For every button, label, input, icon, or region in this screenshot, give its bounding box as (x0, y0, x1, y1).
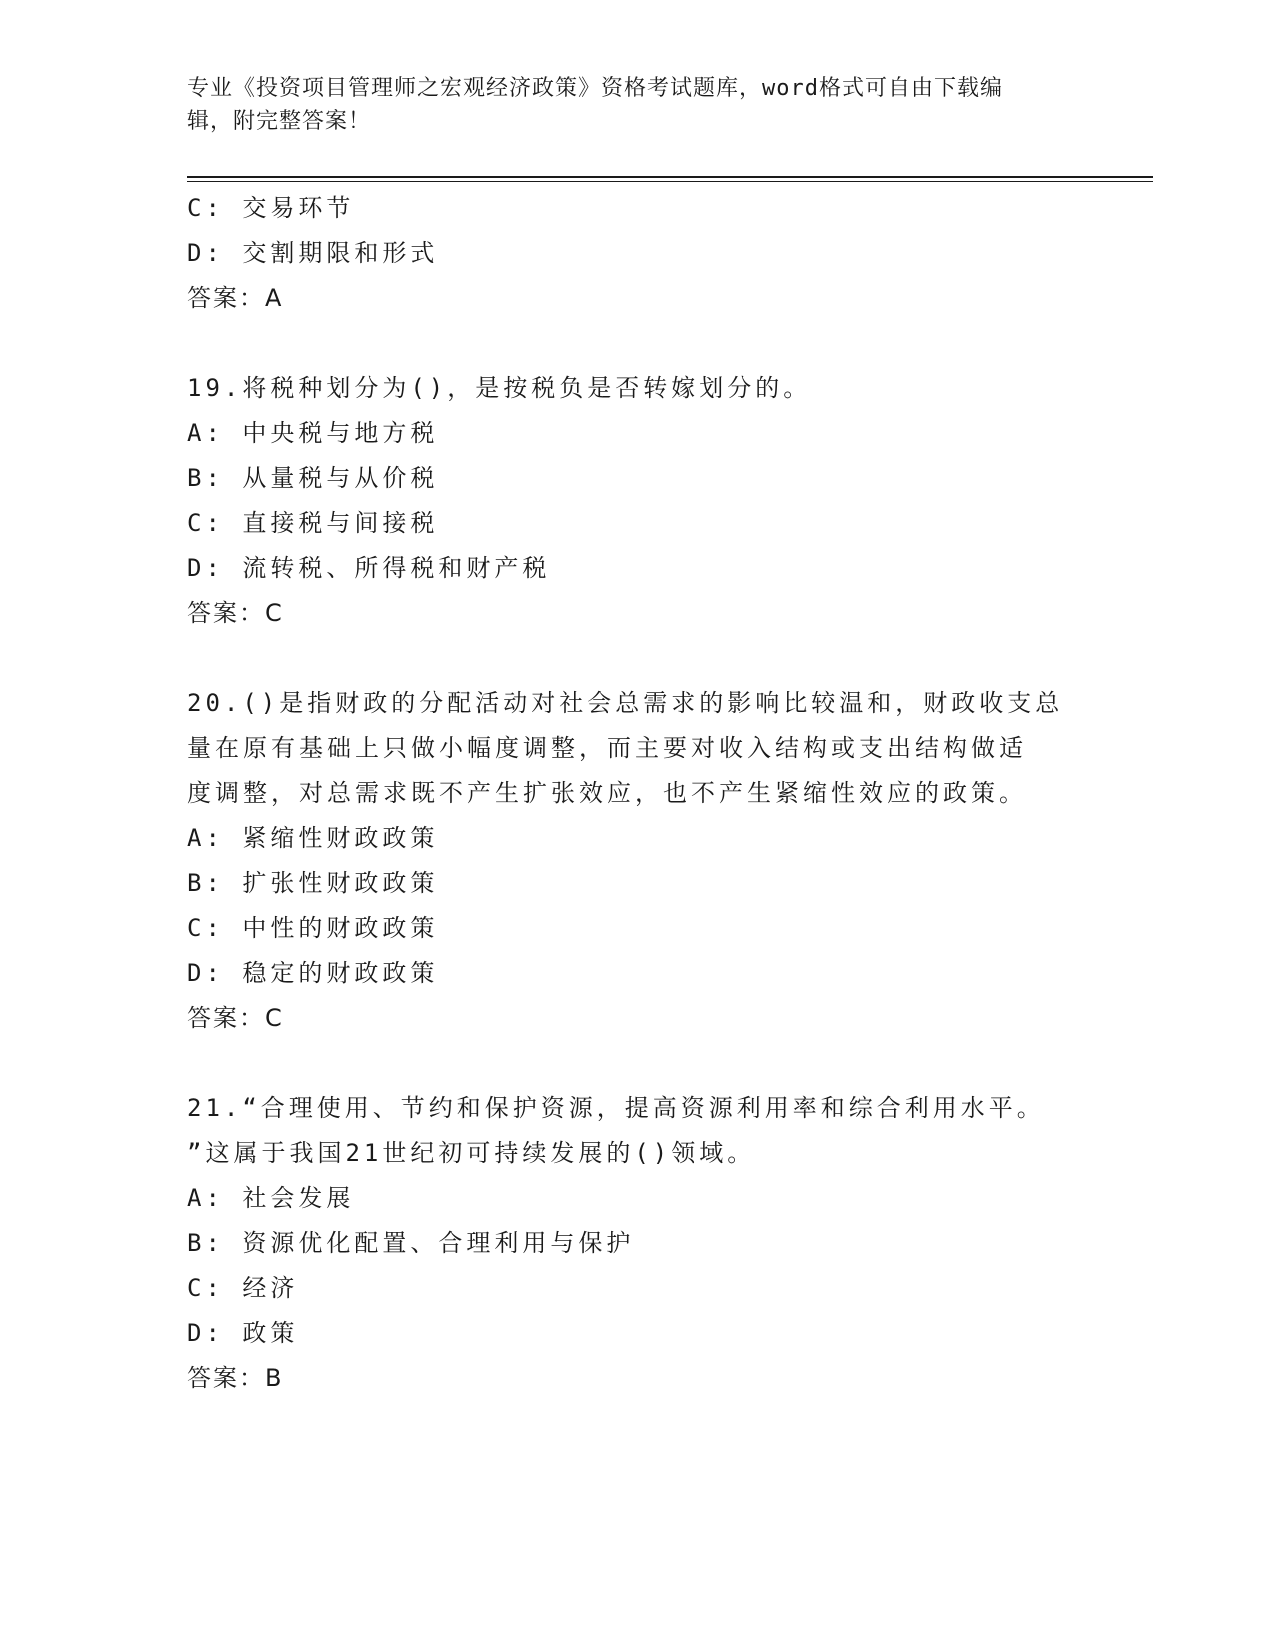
q20-option-d: D: 稳定的财政政策 (187, 959, 439, 987)
q20-stem-line-3: 度调整，对总需求既不产生扩张效应，也不产生紧缩性效应的政策。 (187, 779, 1027, 807)
header-divider-thin (187, 181, 1153, 182)
header-line-2: 辑，附完整答案！ (187, 109, 372, 134)
q21-stem-line-2: ”这属于我国21世纪初可持续发展的()领域。 (187, 1139, 756, 1167)
q20-answer: 答案：C (187, 1004, 284, 1032)
q21-answer: 答案：B (187, 1364, 284, 1392)
q19-option-c: C: 直接税与间接税 (187, 509, 439, 537)
q20-option-b: B: 扩张性财政政策 (187, 869, 439, 897)
prev-answer: 答案：A (187, 284, 284, 312)
q21-option-c: C: 经济 (187, 1274, 299, 1302)
q21-stem-line-1: 21.“合理使用、节约和保护资源，提高资源利用率和综合利用水平。 (187, 1094, 1045, 1122)
q19-stem: 19.将税种划分为()，是按税负是否转嫁划分的。 (187, 374, 812, 402)
q21-option-b: B: 资源优化配置、合理利用与保护 (187, 1229, 635, 1257)
q20-option-a: A: 紧缩性财政政策 (187, 824, 439, 852)
q20-stem-line-1: 20.()是指财政的分配活动对社会总需求的影响比较温和，财政收支总 (187, 689, 1064, 717)
prev-option-c: C: 交易环节 (187, 194, 355, 222)
q20-stem-line-2: 量在原有基础上只做小幅度调整，而主要对收入结构或支出结构做适 (187, 734, 1027, 762)
q20-option-c: C: 中性的财政政策 (187, 914, 439, 942)
header-line-1: 专业《投资项目管理师之宏观经济政策》资格考试题库，word格式可自由下载编 (187, 76, 1003, 101)
q19-option-d: D: 流转税、所得税和财产税 (187, 554, 551, 582)
q19-option-a: A: 中央税与地方税 (187, 419, 439, 447)
prev-option-d: D: 交割期限和形式 (187, 239, 439, 267)
q21-option-a: A: 社会发展 (187, 1184, 355, 1212)
q19-answer: 答案：C (187, 599, 284, 627)
document-header (187, 72, 1087, 138)
header-divider-thick (187, 176, 1153, 178)
q19-option-b: B: 从量税与从价税 (187, 464, 439, 492)
q21-option-d: D: 政策 (187, 1319, 299, 1347)
